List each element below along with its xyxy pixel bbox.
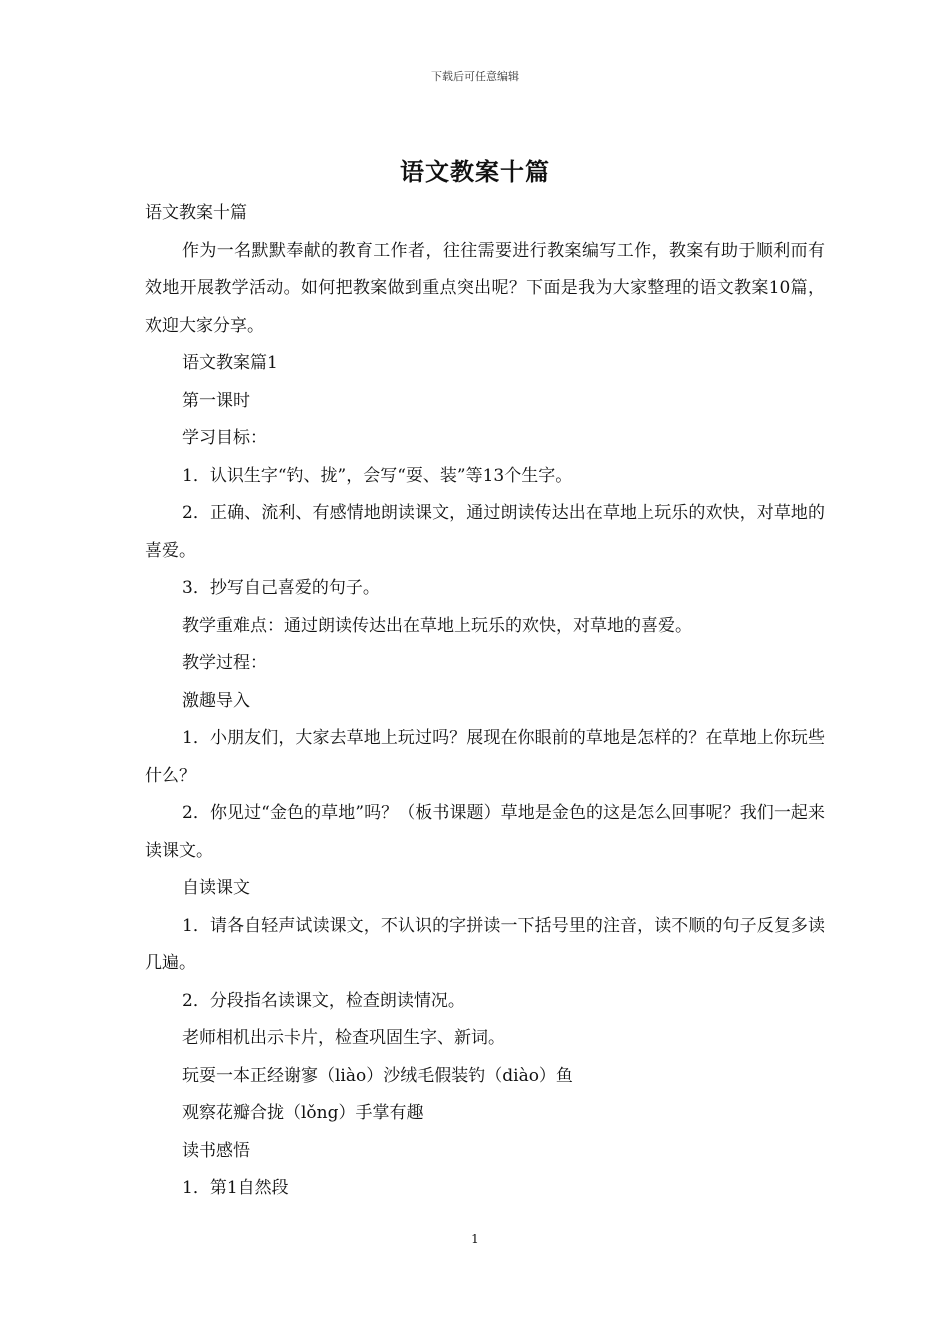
header-note: 下载后可任意编辑	[431, 70, 519, 83]
body-paragraph: 教学重难点：通过朗读传达出在草地上玩乐的欢快，对草地的喜爱。	[182, 615, 692, 636]
body-paragraph: 1．认识生字“钓、拢”，会写“耍、装”等13个生字。	[182, 465, 573, 486]
body-paragraph: 学习目标：	[182, 428, 267, 448]
body-paragraph: 1．小朋友们，大家去草地上玩过吗？展现在你眼前的草地是怎样的？在草地上你玩些什么？	[145, 728, 825, 786]
body-paragraph: 观察花瓣合拢（lǒng）手掌有趣	[182, 1103, 424, 1123]
body-paragraph: 激趣导入	[182, 690, 250, 711]
body-paragraph: 老师相机出示卡片，检查巩固生字、新词。	[182, 1028, 505, 1048]
body-paragraph: 3．抄写自己喜爱的句子。	[182, 578, 380, 598]
body-paragraph: 2．正确、流利、有感情地朗读课文，通过朗读传达出在草地上玩乐的欢快，对草地的喜爱。	[145, 503, 825, 561]
page-number: 1	[471, 1232, 479, 1246]
body-paragraph: 自读课文	[182, 878, 250, 898]
body-paragraph: 2．分段指名读课文，检查朗读情况。	[182, 990, 465, 1011]
body-paragraph: 1．请各自轻声试读课文，不认识的字拼读一下括号里的注音，读不顺的句子反复多读几遍。	[145, 915, 825, 973]
body-paragraph: 语文教案十篇	[145, 203, 247, 223]
body-paragraph: 1．第1自然段	[182, 1178, 289, 1198]
body-paragraph: 语文教案篇1	[182, 353, 278, 373]
body-paragraph: 教学过程：	[182, 653, 267, 673]
body-paragraph: 第一课时	[182, 390, 250, 411]
body-paragraph: 读书感悟	[182, 1140, 250, 1161]
document-body	[145, 195, 825, 1208]
body-paragraph: 作为一名默默奉献的教育工作者，往往需要进行教案编写工作，教案有助于顺利而有效地开展教学活动。如何把教案做到重点突出呢？下面是我为大家整理的语文教案10篇，欢迎大家分享。	[145, 240, 825, 336]
body-paragraph: 2．你见过“金色的草地”吗？（板书课题）草地是金色的这是怎么回事呢？我们一起来读课文。	[145, 803, 825, 861]
body-paragraph: 玩耍一本正经谢寥（liào）沙绒毛假装钓（diào）鱼	[182, 1065, 573, 1086]
document-title: 语文教案十篇	[400, 157, 550, 186]
